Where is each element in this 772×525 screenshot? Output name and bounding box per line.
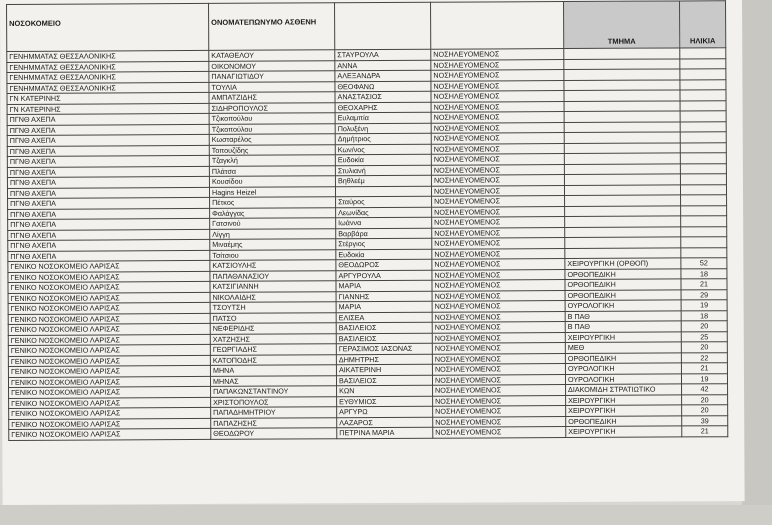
age-cell [681,195,727,206]
surname-cell: ΟΙΚΟΝΟΜΟΥ [209,60,335,71]
hospital-cell: ΠΓΝΘ ΑΧΕΠΑ [7,155,209,167]
department-cell [564,111,680,122]
hospital-cell: ΠΓΝΘ ΑΧΕΠΑ [8,229,210,241]
first-name-cell: Πολυξένη [335,123,431,134]
hospital-cell: ΓΕΝΗΜΜΑΤΑΣ ΘΕΣΣΑΛΟΝΙΚΗΣ [7,61,209,73]
age-cell [680,48,726,59]
department-cell [564,79,680,90]
age-cell: 25 [681,331,727,342]
department-cell: ΟΡΘΟΠΕΔΙΚΗ [565,289,681,300]
first-name-cell: Ευλαμπία [335,112,431,123]
surname-cell: ΝΕΦΕΡΙΔΗΣ [210,323,336,334]
first-name-cell: ΒΑΣΙΛΕΙΟΣ [336,333,432,344]
hospital-cell: ΠΓΝΘ ΑΧΕΠΑ [8,208,210,220]
status-cell: ΝΟΣΗΛΕΥΟΜΕΝΟΣ [431,70,564,81]
surname-cell: Κουσίδου [209,176,335,187]
hospital-cell: ΓΕΝΙΚΟ ΝΟΣΟΚΟΜΕΙΟ ΛΑΡΙΣΑΣ [9,397,211,409]
hospital-cell: ΓΕΝΙΚΟ ΝΟΣΟΚΟΜΕΙΟ ΛΑΡΙΣΑΣ [8,281,210,293]
department-cell: ΧΕΙΡΟΥΡΓΙΚΗ (ΟΡΘΟΠ) [565,258,681,269]
first-name-cell: ΕΛΙΣΕΑ [336,312,432,323]
age-cell: 52 [681,258,727,269]
first-name-cell: Σταύρος [336,196,432,207]
surname-cell: ΚΑΤΟΠΟΔΗΣ [210,354,336,365]
department-cell: ΟΡΘΟΠΕΔΙΚΗ [565,352,681,363]
hospital-cell: ΓΕΝΙΚΟ ΝΟΣΟΚΟΜΕΙΟ ΛΑΡΙΣΑΣ [8,323,210,335]
age-cell [681,247,727,258]
surname-cell: ΣΙΔΗΡΟΠΟΥΛΟΣ [209,102,335,113]
age-cell: 42 [682,384,728,395]
first-name-cell: ΔΗΜΗΤΡΗΣ [336,354,432,365]
surname-cell: ΤΟΥΛΙΑ [209,81,335,92]
first-name-cell: ΘΕΟΔΩΡΟΣ [336,259,432,270]
hospital-cell: ΓΕΝΙΚΟ ΝΟΣΟΚΟΜΕΙΟ ΛΑΡΙΣΑΣ [8,334,210,346]
department-cell [565,195,681,206]
department-cell: ΧΕΙΡΟΥΡΓΙΚΗ [566,394,682,405]
status-cell: ΝΟΣΗΛΕΥΟΜΕΝΟΣ [433,395,566,406]
surname-cell: ΧΡΙΣΤΟΠΟΥΛΟΣ [211,396,337,407]
photo-background-right [742,0,772,525]
hospital-cell: ΓΕΝΙΚΟ ΝΟΣΟΚΟΜΕΙΟ ΛΑΡΙΣΑΣ [8,292,210,304]
age-cell [680,132,726,143]
surname-cell: ΠΑΠΑΔΗΜΗΤΡΙΟΥ [211,407,337,418]
table-body [7,48,728,440]
status-cell: ΝΟΣΗΛΕΥΟΜΕΝΟΣ [432,217,565,228]
department-cell: Β ΠΑΘ [565,310,681,321]
first-name-cell: Κων/νος [335,144,431,155]
age-cell: 21 [681,363,727,374]
status-cell: ΝΟΣΗΛΕΥΟΜΕΝΟΣ [432,311,565,322]
department-cell [565,237,681,248]
age-cell [680,153,726,164]
department-cell: ΧΕΙΡΟΥΡΓΙΚΗ [566,405,682,416]
hospital-cell: ΓΕΝΙΚΟ ΝΟΣΟΚΟΜΕΙΟ ΛΑΡΙΣΑΣ [8,271,210,283]
surname-cell: ΑΜΠΑΤΖΙΔΗΣ [209,92,335,103]
first-name-cell: ΘΕΟΧΑΡΗΣ [335,102,431,113]
status-cell: ΝΟΣΗΛΕΥΟΜΕΝΟΣ [432,353,565,364]
surname-cell: ΠΑΠΑΖΗΣΗΣ [211,417,337,428]
age-cell [680,58,726,69]
hospital-cell: ΠΓΝΘ ΑΧΕΠΑ [7,124,209,136]
surname-cell: Τζαγκλή [209,155,335,166]
department-cell [564,58,680,69]
status-cell: ΝΟΣΗΛΕΥΟΜΕΝΟΣ [432,248,565,259]
status-cell: ΝΟΣΗΛΕΥΟΜΕΝΟΣ [432,301,565,312]
first-name-cell: ΓΙΑΝΝΗΣ [336,291,432,302]
age-cell: 18 [681,268,727,279]
surname-cell: ΚΑΤΣΙΓΙΑΝΝΗ [210,281,336,292]
status-cell: ΝΟΣΗΛΕΥΟΜΕΝΟΣ [432,332,565,343]
hospital-cell: ΠΓΝΘ ΑΧΕΠΑ [7,187,209,199]
first-name-cell: ΚΩΝ [337,385,433,396]
surname-cell: Τζικοπούλου [209,113,335,124]
department-cell: ΧΕΙΡΟΥΡΓΙΚΗ [565,331,681,342]
department-cell: ΔΙΑΚΟΜΙΔΗ ΣΤΡΑΤΙΩΤΙΚΟ [566,384,682,395]
hospital-cell: ΓΕΝΙΚΟ ΝΟΣΟΚΟΜΕΙΟ ΛΑΡΙΣΑΣ [8,365,210,377]
status-cell: ΝΟΣΗΛΕΥΟΜΕΝΟΣ [431,122,564,133]
surname-cell: Πλάτσα [209,165,335,176]
surname-cell: Τζικοπούλου [209,123,335,134]
department-cell [565,247,681,258]
first-name-cell: Στέργιος [336,238,432,249]
department-cell [565,205,681,216]
status-cell: ΝΟΣΗΛΕΥΟΜΕΝΟΣ [431,143,564,154]
department-cell: ΟΥΡΟΛΟΓΙΚΗ [565,300,681,311]
status-cell: ΝΟΣΗΛΕΥΟΜΕΝΟΣ [432,290,565,301]
first-name-cell: Βηθλεέμ [335,175,431,186]
surname-cell: ΜΗΝΑ [210,365,336,376]
photo-background-bottom [0,505,772,525]
department-cell [565,226,681,237]
hospital-cell: ΠΓΝΘ ΑΧΕΠΑ [8,218,210,230]
status-cell: ΝΟΣΗΛΕΥΟΜΕΝΟΣ [431,80,564,91]
first-name-cell: ΒΑΣΙΛΕΙΟΣ [336,322,432,333]
age-cell: 39 [682,415,728,426]
department-cell [564,174,680,185]
first-name-cell: Ευδοκία [336,249,432,260]
first-name-cell: ΛΑΖΑΡΟΣ [337,417,433,428]
department-cell [565,216,681,227]
status-cell: ΝΟΣΗΛΕΥΟΜΕΝΟΣ [431,101,564,112]
first-name-cell: Ιωάννα [336,217,432,228]
hospital-cell: ΠΓΝΘ ΑΧΕΠΑ [7,134,209,146]
department-cell [564,90,680,101]
surname-cell: Φαλάγγας [210,207,336,218]
age-cell [681,226,727,237]
hospital-cell: ΠΓΝΘ ΑΧΕΠΑ [8,239,210,251]
department-cell: ΧΕΙΡΟΥΡΓΙΚΗ [566,426,682,437]
status-cell: ΝΟΣΗΛΕΥΟΜΕΝΟΣ [431,91,564,102]
first-name-cell: ΘΕΟΦΑΝΩ [335,81,431,92]
first-name-cell: ΣΤΑΥΡΟΥΛΑ [335,49,431,60]
first-name-cell: ΒΑΣΙΛΕΙΟΣ [336,375,432,386]
first-name-cell: ΑΝΝΑ [335,60,431,71]
department-cell [564,163,680,174]
age-cell: 19 [681,300,727,311]
department-cell [564,153,680,164]
first-name-cell [335,186,431,197]
first-name-cell: Δημήτριος [335,133,431,144]
surname-cell: ΠΑΝΑΓΙΩΤΙΔΟΥ [209,71,335,82]
first-name-cell: Λεωνίδας [336,207,432,218]
age-cell: 19 [681,373,727,384]
age-cell: 18 [681,310,727,321]
surname-cell: ΠΑΤΣΟ [210,312,336,323]
status-cell: ΝΟΣΗΛΕΥΟΜΕΝΟΣ [433,406,566,417]
surname-cell: Κωσταρέλος [209,134,335,145]
hospital-cell: ΓΕΝΙΚΟ ΝΟΣΟΚΟΜΕΙΟ ΛΑΡΙΣΑΣ [8,355,210,367]
age-cell [680,184,726,195]
age-cell [680,90,726,101]
patients-table [6,0,728,440]
hospital-cell: ΓΕΝΙΚΟ ΝΟΣΟΚΟΜΕΙΟ ΛΑΡΙΣΑΣ [8,376,210,388]
department-cell [564,69,680,80]
header-department: ΤΜΗΜΑ [564,1,680,49]
surname-cell: Τοπουζίδης [209,144,335,155]
department-cell: Β ΠΑΘ [565,321,681,332]
surname-cell: ΚΑΤΑΘΕΛΟΥ [209,50,335,61]
status-cell: ΝΟΣΗΛΕΥΟΜΕΝΟΣ [431,175,564,186]
status-cell: ΝΟΣΗΛΕΥΟΜΕΝΟΣ [433,427,566,438]
hospital-cell: ΓΕΝΙΚΟ ΝΟΣΟΚΟΜΕΙΟ ΛΑΡΙΣΑΣ [9,407,211,419]
hospital-cell: ΓΝ ΚΑΤΕΡΙΝΗΣ [7,92,209,104]
department-cell: ΟΡΘΟΠΕΔΙΚΗ [565,279,681,290]
surname-cell: ΠΑΠΑΚΩΝΣΤΑΝΤΙΝΟΥ [211,386,337,397]
surname-cell: ΠΑΠΑΘΑΝΑΣΙΟΥ [210,270,336,281]
age-cell [680,174,726,185]
age-cell: 20 [682,405,728,416]
first-name-cell: Βαρβάρα [336,228,432,239]
department-cell: ΟΥΡΟΛΟΓΙΚΗ [565,373,681,384]
surname-cell: Γατσινού [210,218,336,229]
status-cell: ΝΟΣΗΛΕΥΟΜΕΝΟΣ [433,385,566,396]
department-cell [564,132,680,143]
status-cell: ΝΟΣΗΛΕΥΟΜΕΝΟΣ [431,49,564,60]
status-cell: ΝΟΣΗΛΕΥΟΜΕΝΟΣ [431,112,564,123]
status-cell: ΝΟΣΗΛΕΥΟΜΕΝΟΣ [432,206,565,217]
hospital-cell: ΓΕΝΙΚΟ ΝΟΣΟΚΟΜΕΙΟ ΛΑΡΙΣΑΣ [9,386,211,398]
surname-cell: ΝΙΚΟΛΑΙΔΗΣ [210,291,336,302]
first-name-cell: ΑΛΕΞΑΝΔΡΑ [335,70,431,81]
age-cell [680,69,726,80]
status-cell: ΝΟΣΗΛΕΥΟΜΕΝΟΣ [432,259,565,270]
hospital-cell: ΓΕΝΙΚΟ ΝΟΣΟΚΟΜΕΙΟ ΛΑΡΙΣΑΣ [8,260,210,272]
header-status [431,2,564,50]
status-cell: ΝΟΣΗΛΕΥΟΜΕΝΟΣ [432,196,565,207]
hospital-cell: ΠΓΝΘ ΑΧΕΠΑ [7,113,209,125]
hospital-cell: ΓΕΝΙΚΟ ΝΟΣΟΚΟΜΕΙΟ ΛΑΡΙΣΑΣ [9,418,211,430]
header-hospital: ΝΟΣΟΚΟΜΕΙΟ [7,3,209,51]
hospital-cell: ΓΕΝΗΜΜΑΤΑΣ ΘΕΣΣΑΛΟΝΙΚΗΣ [7,71,209,83]
hospital-cell: ΠΓΝΘ ΑΧΕΠΑ [7,166,209,178]
age-cell: 21 [682,426,728,437]
status-cell: ΝΟΣΗΛΕΥΟΜΕΝΟΣ [432,280,565,291]
age-cell [680,79,726,90]
hospital-cell: ΓΕΝΙΚΟ ΝΟΣΟΚΟΜΕΙΟ ΛΑΡΙΣΑΣ [8,344,210,356]
first-name-cell: Στυλιανή [335,165,431,176]
age-cell: 20 [682,394,728,405]
surname-cell: ΧΑΤΖΗΣΗΣ [210,333,336,344]
hospital-cell: ΓΕΝΙΚΟ ΝΟΣΟΚΟΜΕΙΟ ΛΑΡΙΣΑΣ [8,313,210,325]
surname-cell: Μιναέμης [210,239,336,250]
header-age: ΗΛΙΚΙΑ [680,1,726,48]
age-cell [680,111,726,122]
department-cell [564,100,680,111]
surname-cell: Hagins Heizel [209,186,335,197]
hospital-cell: ΓΝ ΚΑΤΕΡΙΝΗΣ [7,103,209,115]
department-cell [564,142,680,153]
age-cell [680,100,726,111]
status-cell: ΝΟΣΗΛΕΥΟΜΕΝΟΣ [431,59,564,70]
hospital-cell: ΓΕΝΙΚΟ ΝΟΣΟΚΟΜΕΙΟ ΛΑΡΙΣΑΣ [9,428,211,440]
table-header-row [7,1,726,52]
first-name-cell: ΜΑΡΙΑ [336,301,432,312]
department-cell: ΟΥΡΟΛΟΓΙΚΗ [565,363,681,374]
age-cell [681,216,727,227]
first-name-cell: ΜΑΡΙΑ [336,280,432,291]
first-name-cell: ΑΡΓΥΡΟΥΛΑ [336,270,432,281]
status-cell: ΝΟΣΗΛΕΥΟΜΕΝΟΣ [432,322,565,333]
surname-cell: ΚΑΤΣΙΟΥΛΗΣ [210,260,336,271]
first-name-cell: Ευδοκία [335,154,431,165]
status-cell: ΝΟΣΗΛΕΥΟΜΕΝΟΣ [431,164,564,175]
hospital-cell: ΓΕΝΙΚΟ ΝΟΣΟΚΟΜΕΙΟ ΛΑΡΙΣΑΣ [8,302,210,314]
hospital-cell: ΓΕΝΗΜΜΑΤΑΣ ΘΕΣΣΑΛΟΝΙΚΗΣ [7,50,209,62]
status-cell: ΝΟΣΗΛΕΥΟΜΕΝΟΣ [431,185,564,196]
first-name-cell: ΓΕΡΑΣΙΜΟΣ ΙΑΣΟΝΑΣ [336,343,432,354]
status-cell: ΝΟΣΗΛΕΥΟΜΕΝΟΣ [432,343,565,354]
age-cell: 22 [681,352,727,363]
department-cell [564,121,680,132]
department-cell: ΟΡΘΟΠΕΔΙΚΗ [565,268,681,279]
status-cell: ΝΟΣΗΛΕΥΟΜΕΝΟΣ [432,269,565,280]
department-cell [564,48,680,59]
header-first-name [335,2,431,50]
first-name-cell: ΠΕΤΡΙΝΑ ΜΑΡΙΑ [337,427,433,438]
surname-cell: ΤΣΟΥΤΣΗ [210,302,336,313]
hospital-cell: ΠΓΝΘ ΑΧΕΠΑ [8,250,210,262]
surname-cell: Τσίτσιου [210,249,336,260]
department-cell: ΟΡΘΟΠΕΔΙΚΗ [566,415,682,426]
age-cell: 29 [681,289,727,300]
status-cell: ΝΟΣΗΛΕΥΟΜΕΝΟΣ [432,238,565,249]
age-cell [681,205,727,216]
hospital-cell: ΓΕΝΗΜΜΑΤΑΣ ΘΕΣΣΑΛΟΝΙΚΗΣ [7,82,209,94]
age-cell: 20 [681,342,727,353]
hospital-cell: ΠΓΝΘ ΑΧΕΠΑ [8,197,210,209]
status-cell: ΝΟΣΗΛΕΥΟΜΕΝΟΣ [432,374,565,385]
status-cell: ΝΟΣΗΛΕΥΟΜΕΝΟΣ [433,416,566,427]
age-cell [680,121,726,132]
department-cell: ΜΕΘ [565,342,681,353]
age-cell: 20 [681,321,727,332]
surname-cell: Λίγγη [210,228,336,239]
hospital-cell: ΠΓΝΘ ΑΧΕΠΑ [7,145,209,157]
age-cell: 21 [681,279,727,290]
surname-cell: ΜΗΝΑΣ [210,375,336,386]
surname-cell: ΓΕΩΡΓΙΑΔΗΣ [210,344,336,355]
first-name-cell: ΑΙΚΑΤΕΡΙΝΗ [336,364,432,375]
first-name-cell: ΕΥΘΥΜΙΟΣ [337,396,433,407]
status-cell: ΝΟΣΗΛΕΥΟΜΕΝΟΣ [431,133,564,144]
first-name-cell: ΑΝΑΣΤΑΣΙΟΣ [335,91,431,102]
age-cell [680,163,726,174]
age-cell [681,237,727,248]
hospital-cell: ΠΓΝΘ ΑΧΕΠΑ [7,176,209,188]
age-cell [680,142,726,153]
status-cell: ΝΟΣΗΛΕΥΟΜΕΝΟΣ [431,154,564,165]
header-patient-name: ΟΝΟΜΑΤΕΠΩΝΥΜΟ ΑΣΘΕΝΗ [209,3,335,51]
status-cell: ΝΟΣΗΛΕΥΟΜΕΝΟΣ [432,227,565,238]
surname-cell: Πέτκος [210,197,336,208]
status-cell: ΝΟΣΗΛΕΥΟΜΕΝΟΣ [432,364,565,375]
department-cell [564,184,680,195]
first-name-cell: ΑΡΓΥΡΩ [337,406,433,417]
surname-cell: ΘΕΟΔΩΡΟΥ [211,428,337,439]
